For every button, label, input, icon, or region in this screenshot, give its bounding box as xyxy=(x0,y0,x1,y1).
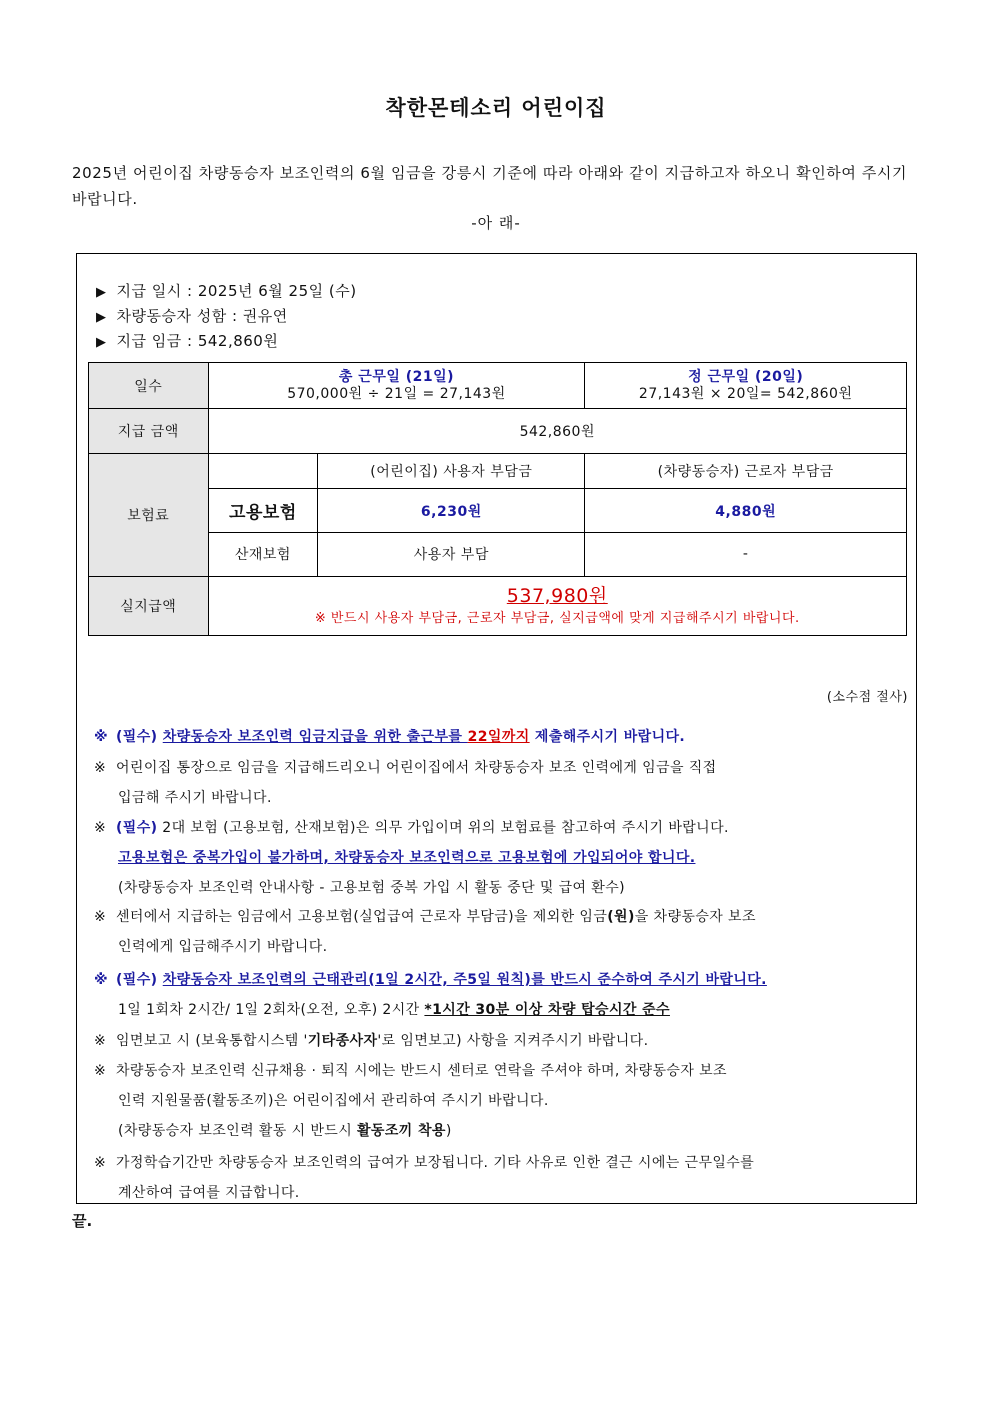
intro-paragraph: 2025년 어린이집 차량동승자 보조인력의 6월 임금을 강릉시 기준에 따라 아래와 같이 지급하고자 하오니 확인하여 주시기 바랍니다. xyxy=(72,164,908,208)
employment-employee-amount: 4,880원 xyxy=(585,489,907,532)
employee-header: (차량동승자) 근로자 부담금 xyxy=(585,454,907,489)
table-row xyxy=(89,363,907,409)
note-item-8 xyxy=(94,1148,908,1208)
insurance-label: 보험료 xyxy=(89,454,209,576)
note-text: 1일 1회차 2시간/ 1일 2회차(오전, 오후) 2시간 xyxy=(118,1002,425,1018)
note-text: (차량동승자 보조인력 활동 시 반드시 xyxy=(118,1123,357,1139)
employer-header: (어린이집) 사용자 부담금 xyxy=(318,454,585,489)
below-label: -아 래- xyxy=(471,214,521,232)
reference-mark-icon: ※ xyxy=(94,820,107,836)
reference-mark-icon: ※ xyxy=(94,972,109,988)
info-pay-date-text: 지급 일시 : 2025년 6월 25일 (수) xyxy=(116,282,357,300)
actual-days-cell xyxy=(585,363,907,409)
info-pay-date xyxy=(96,280,357,301)
note-text: 차량동승자 보조인력의 근태관리(1일 2시간, 주5일 원칙)를 반드시 준수하여 주시기 바랍니다. xyxy=(162,972,767,988)
note-text: 인력에게 입금해주시기 바랍니다. xyxy=(118,939,328,955)
deadline-text: 22일까지 xyxy=(467,729,530,745)
note-text: 센터에서 지급하는 임금에서 고용보험(실업급여 근로자 부담금)을 제외한 임금 xyxy=(116,909,608,925)
empty-header-cell xyxy=(208,454,318,489)
note-text: 입금해 주시기 바랍니다. xyxy=(118,790,272,806)
required-tag: (필수) xyxy=(116,820,158,836)
amount-label: 지급 금액 xyxy=(89,409,209,454)
total-days-cell xyxy=(208,363,585,409)
note-item-4 xyxy=(94,902,908,962)
note-text: 인력 지원물품(활동조끼)은 어린이집에서 관리하여 주시기 바랍니다. xyxy=(118,1093,549,1109)
net-pay-label: 실지급액 xyxy=(89,576,209,635)
industrial-insurance-label: 산재보험 xyxy=(208,532,318,576)
note-text: (원) xyxy=(607,909,635,925)
info-name-text: 차량동승자 성함 : 권유연 xyxy=(116,307,288,325)
required-tag: (필수) xyxy=(116,972,163,988)
note-item-5 xyxy=(94,965,908,1025)
triangle-bullet-icon: ▶ xyxy=(96,285,107,300)
net-pay-cell xyxy=(208,576,906,635)
reference-mark-icon: ※ xyxy=(94,1155,107,1171)
triangle-bullet-icon: ▶ xyxy=(96,335,107,350)
note-text: 활동조끼 착용 xyxy=(356,1123,446,1139)
document-title: 착한몬테소리 어린이집 xyxy=(385,96,607,120)
note-text: 2대 보험 (고용보험, 산재보험)은 의무 가입이며 위의 보험료를 참고하여 주시기 바랍니다. xyxy=(157,820,729,836)
required-tag: (필수) xyxy=(116,729,163,745)
note-text: 가정학습기간만 차량동승자 보조인력의 급여가 보장됩니다. 기타 사유로 인한 결근 시에는 근무일수를 xyxy=(116,1155,755,1171)
industrial-employee-value: - xyxy=(585,532,907,576)
employment-employer-amount: 6,230원 xyxy=(318,489,585,532)
reference-mark-icon: ※ xyxy=(94,909,107,925)
reference-mark-icon: ※ xyxy=(94,1033,107,1049)
table-row xyxy=(89,532,907,576)
note-text: 어린이집 통장으로 임금을 지급해드리오니 어린이집에서 차량동승자 보조 인력에게 임금을 직접 xyxy=(116,760,717,776)
end-mark: 끝. xyxy=(72,1212,93,1230)
note-text: 을 차량동승자 보조 xyxy=(634,909,756,925)
total-days-calc: 570,000원 ÷ 21일 = 27,143원 xyxy=(287,385,506,402)
table-row xyxy=(89,576,907,635)
note-text: 계산하여 급여를 지급합니다. xyxy=(118,1185,300,1201)
actual-days-calc: 27,143원 × 20일= 542,860원 xyxy=(638,385,853,402)
note-item-6 xyxy=(94,1026,908,1056)
total-days-title: 총 근무일 (21일) xyxy=(338,368,455,385)
payment-table xyxy=(88,362,907,636)
industrial-employer-value: 사용자 부담 xyxy=(318,532,585,576)
triangle-bullet-icon: ▶ xyxy=(96,310,107,325)
actual-days-title: 정 근무일 (20일) xyxy=(688,368,804,385)
info-name xyxy=(96,305,288,326)
info-wage-text: 지급 임금 : 542,860원 xyxy=(116,332,279,350)
reference-mark-icon: ※ xyxy=(94,760,107,776)
note-text: 임면보고 시 (보육통합시스템 ' xyxy=(116,1033,308,1049)
note-text: *1시간 30분 이상 차량 탑승시간 준수 xyxy=(424,1002,670,1018)
note-item-1 xyxy=(94,722,908,752)
net-pay-note: ※ 반드시 사용자 부담금, 근로자 부담금, 실지급액에 맞게 지급해주시기 바랍니다. xyxy=(314,610,800,626)
employment-insurance-label: 고용보험 xyxy=(208,489,318,532)
reference-mark-icon: ※ xyxy=(94,1063,107,1079)
note-text: 제출해주시기 바랍니다. xyxy=(529,729,686,745)
note-text: 고용보험은 중복가입이 불가하며, 차량동승자 보조인력으로 고용보험에 가입되어야 합니다. xyxy=(118,850,696,866)
days-label: 일수 xyxy=(89,363,209,409)
net-pay-value: 537,980원 xyxy=(506,584,608,607)
note-text: 차량동승자 보조인력 신규채용 · 퇴직 시에는 반드시 센터로 연락을 주셔야 하며, 차량동승자 보조 xyxy=(116,1063,727,1079)
info-wage xyxy=(96,330,278,351)
note-text: (차량동승자 보조인력 안내사항 - 고용보험 중복 가입 시 활동 중단 및 급여 환수) xyxy=(118,880,626,896)
note-text: '로 임면보고) 사항을 지켜주시기 바랍니다. xyxy=(377,1033,649,1049)
table-row xyxy=(89,489,907,532)
note-item-7 xyxy=(94,1056,908,1146)
rounding-note: (소수점 절사) xyxy=(826,690,908,705)
note-text: ) xyxy=(445,1123,452,1139)
note-item-2 xyxy=(94,753,908,813)
reference-mark-icon: ※ xyxy=(94,729,109,745)
table-row xyxy=(89,409,907,454)
amount-value: 542,860원 xyxy=(208,409,906,454)
note-text: 차량동승자 보조인력 임금지급을 위한 출근부를 xyxy=(162,729,468,745)
table-row xyxy=(89,454,907,489)
note-item-3 xyxy=(94,813,908,903)
note-text: 기타종사자 xyxy=(307,1033,378,1049)
